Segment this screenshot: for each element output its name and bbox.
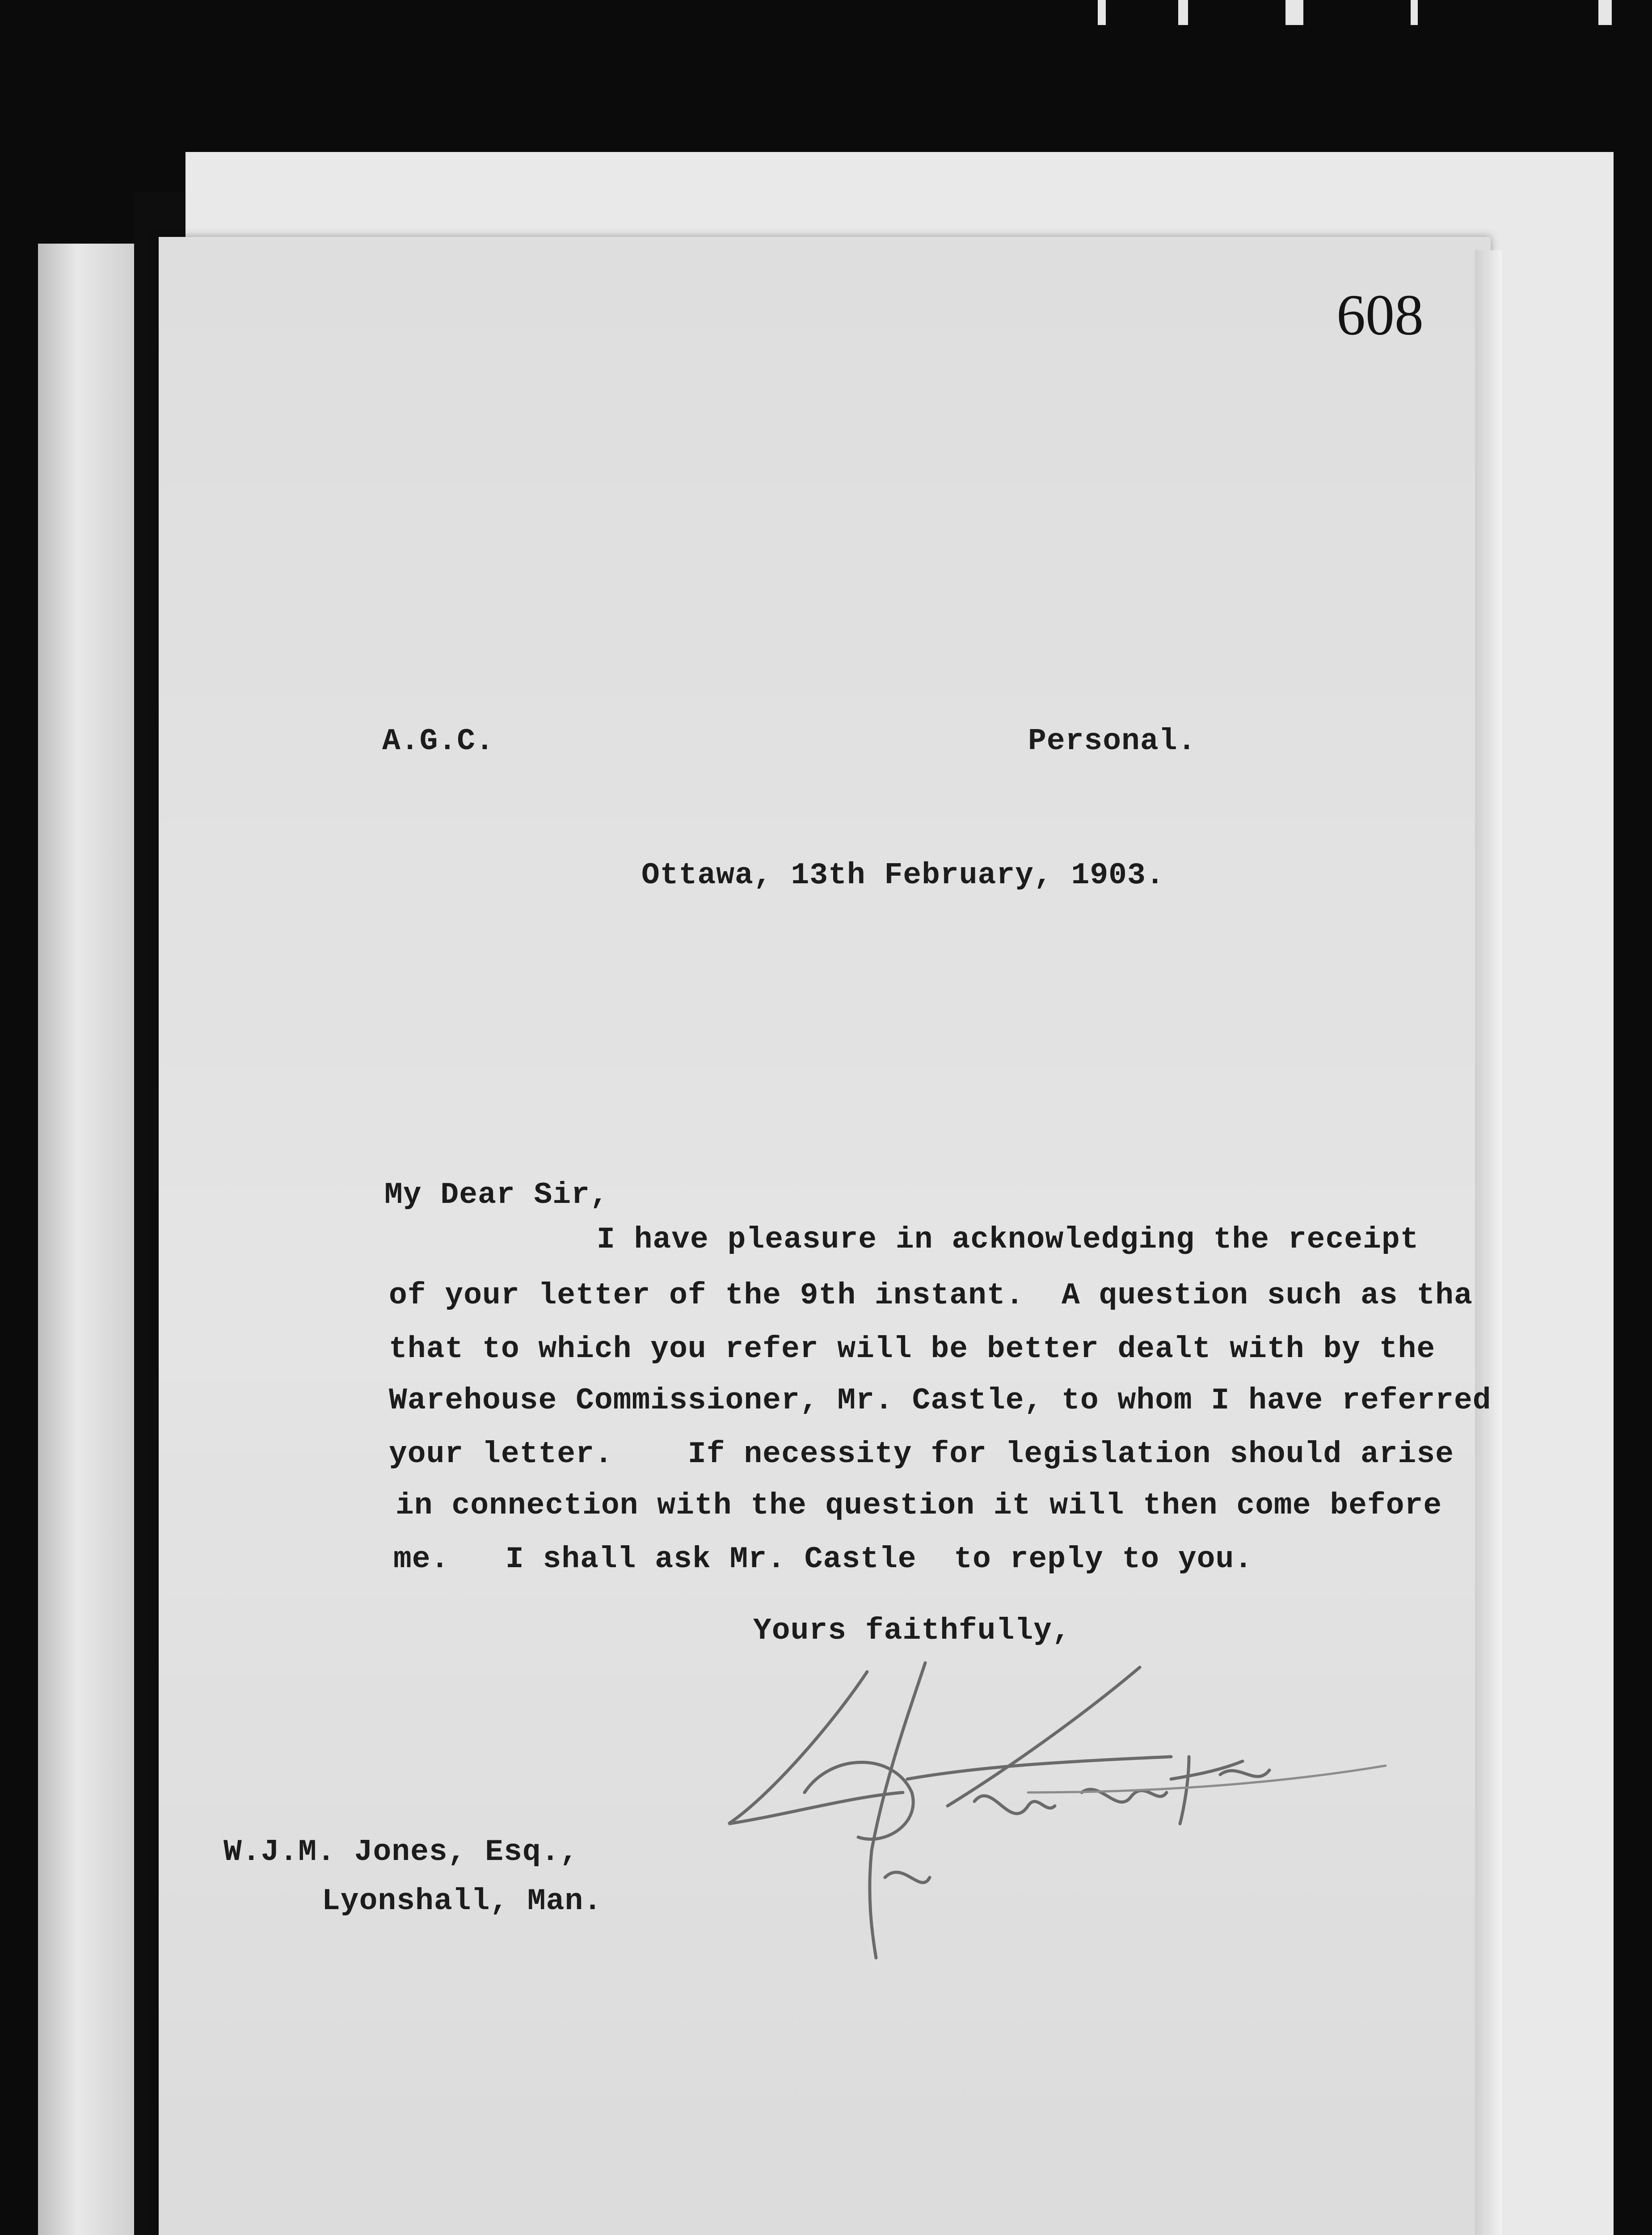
body-line: of your letter of the 9th instant. A question such as tha: [389, 1278, 1473, 1313]
addressee-name: W.J.M. Jones, Esq.,: [223, 1835, 579, 1869]
body-line: in connection with the question it will then come before: [396, 1489, 1442, 1523]
page-edge: [1475, 250, 1502, 2235]
body-line: me. I shall ask Mr. Castle to reply to you.: [393, 1542, 1253, 1577]
adjacent-page-strip: [38, 244, 136, 2235]
page-number: 608: [1336, 283, 1424, 347]
dateline: Ottawa, 13th February, 1903.: [641, 858, 1165, 893]
body-line: that to which you refer will be better dealt with by the: [389, 1332, 1436, 1366]
addressee-location: Lyonshall, Man.: [322, 1884, 603, 1919]
body-line: Warehouse Commissioner, Mr. Castle, to whom I have referred: [389, 1383, 1492, 1418]
closing: Yours faithfully,: [753, 1614, 1071, 1648]
classification-label: Personal.: [1028, 724, 1197, 759]
film-edge-marks: [1098, 0, 1634, 27]
body-line: I have pleasure in acknowledging the receipt: [597, 1223, 1419, 1257]
salutation: My Dear Sir,: [384, 1178, 609, 1212]
body-line: your letter. If necessity for legislation should arise: [389, 1437, 1454, 1472]
handwritten-signature: [715, 1645, 1408, 1967]
reference-initials: A.G.C.: [382, 724, 494, 759]
